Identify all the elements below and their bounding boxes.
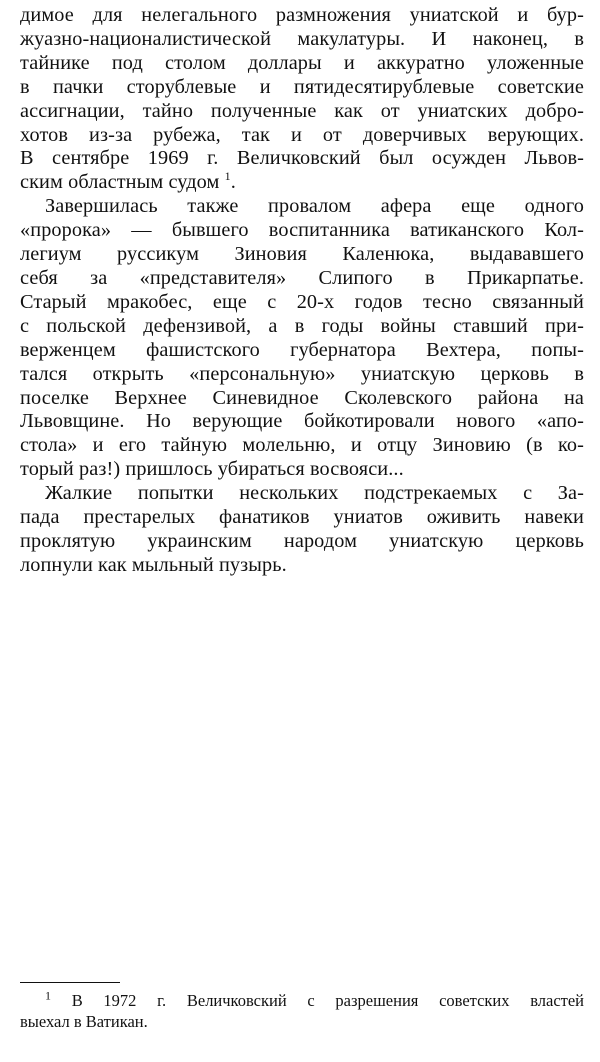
text-line: поселке Верхнее Синевидное Сколевского района на [20,386,584,409]
text-line: Завершилась также провалом афера еще одного [45,195,584,218]
text-line-last: лопнули как мыльный пузырь. [20,553,287,576]
paragraph-1 [20,4,584,195]
text-line: легиум руссикум Зиновия Каленюка, выдававшего [20,243,584,266]
footnote-line-last: выехал в Ватикан. [20,1012,148,1031]
text-line-last [20,171,584,195]
text-fragment: ским областным судом [20,171,220,194]
text-line: тался открыть «персональную» униатскую церковь в [20,362,584,385]
footnote-reference[interactable]: 1 [224,169,231,184]
paragraph-2 [20,195,584,482]
text-line: «пророка» — бывшего воспитанника ватиканского Кол- [20,219,584,242]
text-line: в пачки сторублевые и пятидесятирублевые советские [20,75,584,98]
text-line: Львовщине. Но верующие бойкотировали нового «апо- [20,410,584,433]
text-line: верженцем фашистского губернатора Вехтера, попы- [20,338,584,361]
text-line: В сентябре 1969 г. Величковский был осужден Львов- [20,147,584,170]
text-line: себя за «представителя» Слипого в Прикарпатье. [20,266,584,289]
text-line: проклятую украинским народом униатскую церковь [20,529,584,552]
text-line: ассигнации, тайно полученные как от униатских добро- [20,99,584,122]
text-line: Старый мракобес, еще с 20-х годов тесно связанный [20,290,584,313]
footnote-marker: 1 [45,988,51,1003]
text-line-last: торый раз!) пришлось убираться восвояси... [20,458,404,481]
footnote-line [20,990,584,1011]
sentence-end: . [230,171,236,194]
paragraph-3 [20,482,584,578]
footnote-separator [20,982,120,983]
text-line: тайнике под столом доллары и аккуратно уложенные [20,51,584,74]
text-line: жуазно-националистической макулатуры. И наконец, в [20,27,584,50]
text-line: хотов из-за рубежа, так и от доверчивых верующих. [20,123,584,146]
text-line: димое для нелегального размножения униатской и бур- [20,4,584,26]
page-body [20,4,584,578]
text-line: стола» и его тайную молельню, и отцу Зиновию (в ко- [20,434,584,457]
text-line: с польской дефензивой, а в годы войны ставший при- [20,314,584,337]
footnote-text: В 1972 г. Величковский с разрешения советских властей [71,991,585,1010]
text-line: Жалкие попытки нескольких подстрекаемых с За- [45,482,584,505]
footnote [20,990,584,1032]
text-line: пада престарелых фанатиков униатов оживить навеки [20,506,584,529]
